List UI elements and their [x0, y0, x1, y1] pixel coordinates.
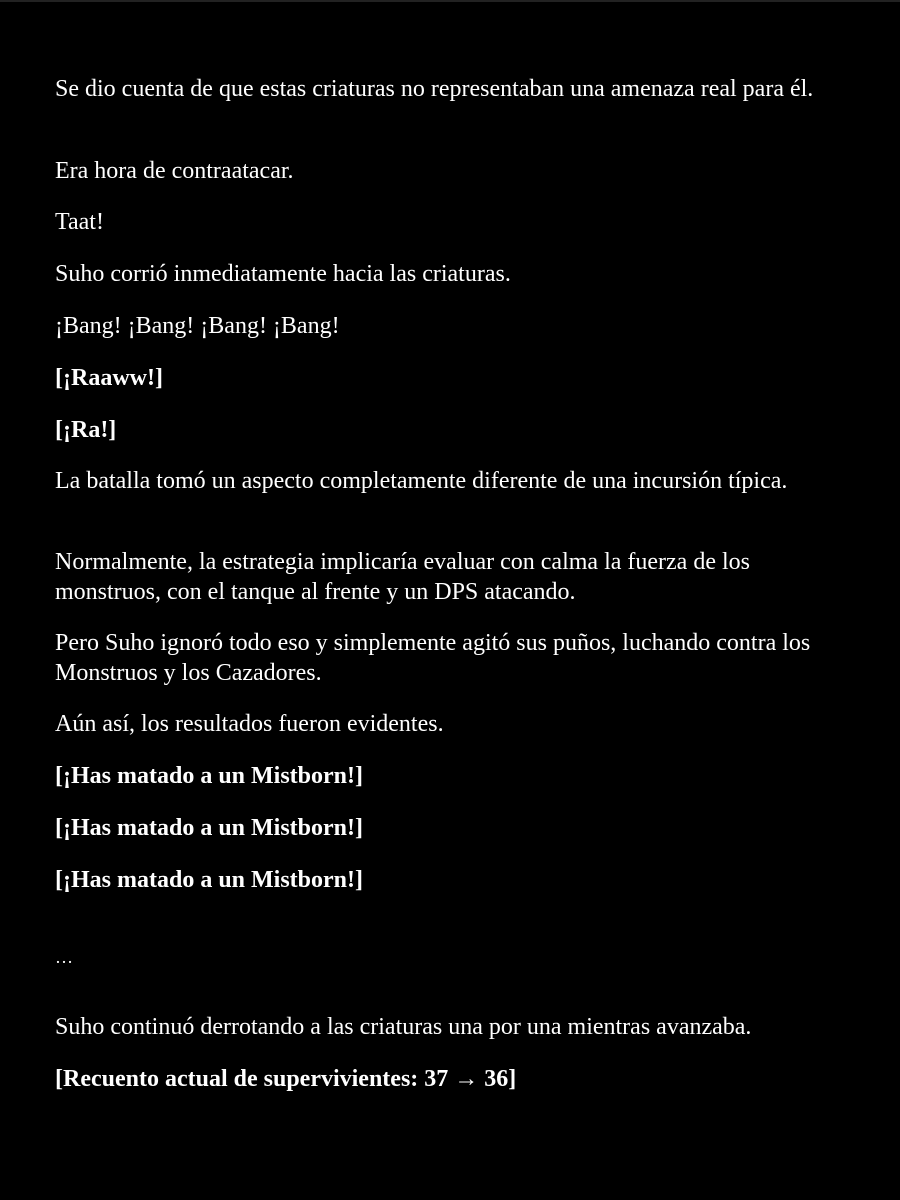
system-message: [Recuento actual de supervivientes: 37 → 36]: [55, 1066, 517, 1092]
paragraph: Se dio cuenta de que estas criaturas no representaban una amenaza real para él.: [55, 76, 814, 102]
system-message: [¡Has matado a un Mistborn!]: [55, 867, 364, 893]
paragraph: Normalmente, la estrategia implicaría evaluar con calma la fuerza de los monstruos, con el tanque al frente y un DPS atacando.: [55, 549, 750, 605]
paragraph: La batalla tomó un aspecto completamente diferente de una incursión típica.: [55, 468, 788, 494]
ellipsis-divider: …: [55, 947, 73, 967]
paragraph: Pero Suho ignoró todo eso y simplemente agitó sus puños, luchando contra los Monstruos y los Cazadores.: [55, 630, 811, 686]
paragraph: Taat!: [55, 209, 104, 235]
paragraph: Suho continuó derrotando a las criaturas una por una mientras avanzaba.: [55, 1014, 752, 1040]
reader-page: [0, 2, 900, 1200]
system-message: [¡Ra!]: [55, 417, 117, 443]
paragraph: ¡Bang! ¡Bang! ¡Bang! ¡Bang!: [55, 313, 340, 339]
system-message: [¡Has matado a un Mistborn!]: [55, 763, 364, 789]
paragraph: Era hora de contraatacar.: [55, 158, 294, 184]
paragraph: Suho corrió inmediatamente hacia las criaturas.: [55, 261, 511, 287]
system-message: [¡Has matado a un Mistborn!]: [55, 815, 364, 841]
system-message: [¡Raaww!]: [55, 365, 163, 391]
paragraph: Aún así, los resultados fueron evidentes.: [55, 711, 444, 737]
